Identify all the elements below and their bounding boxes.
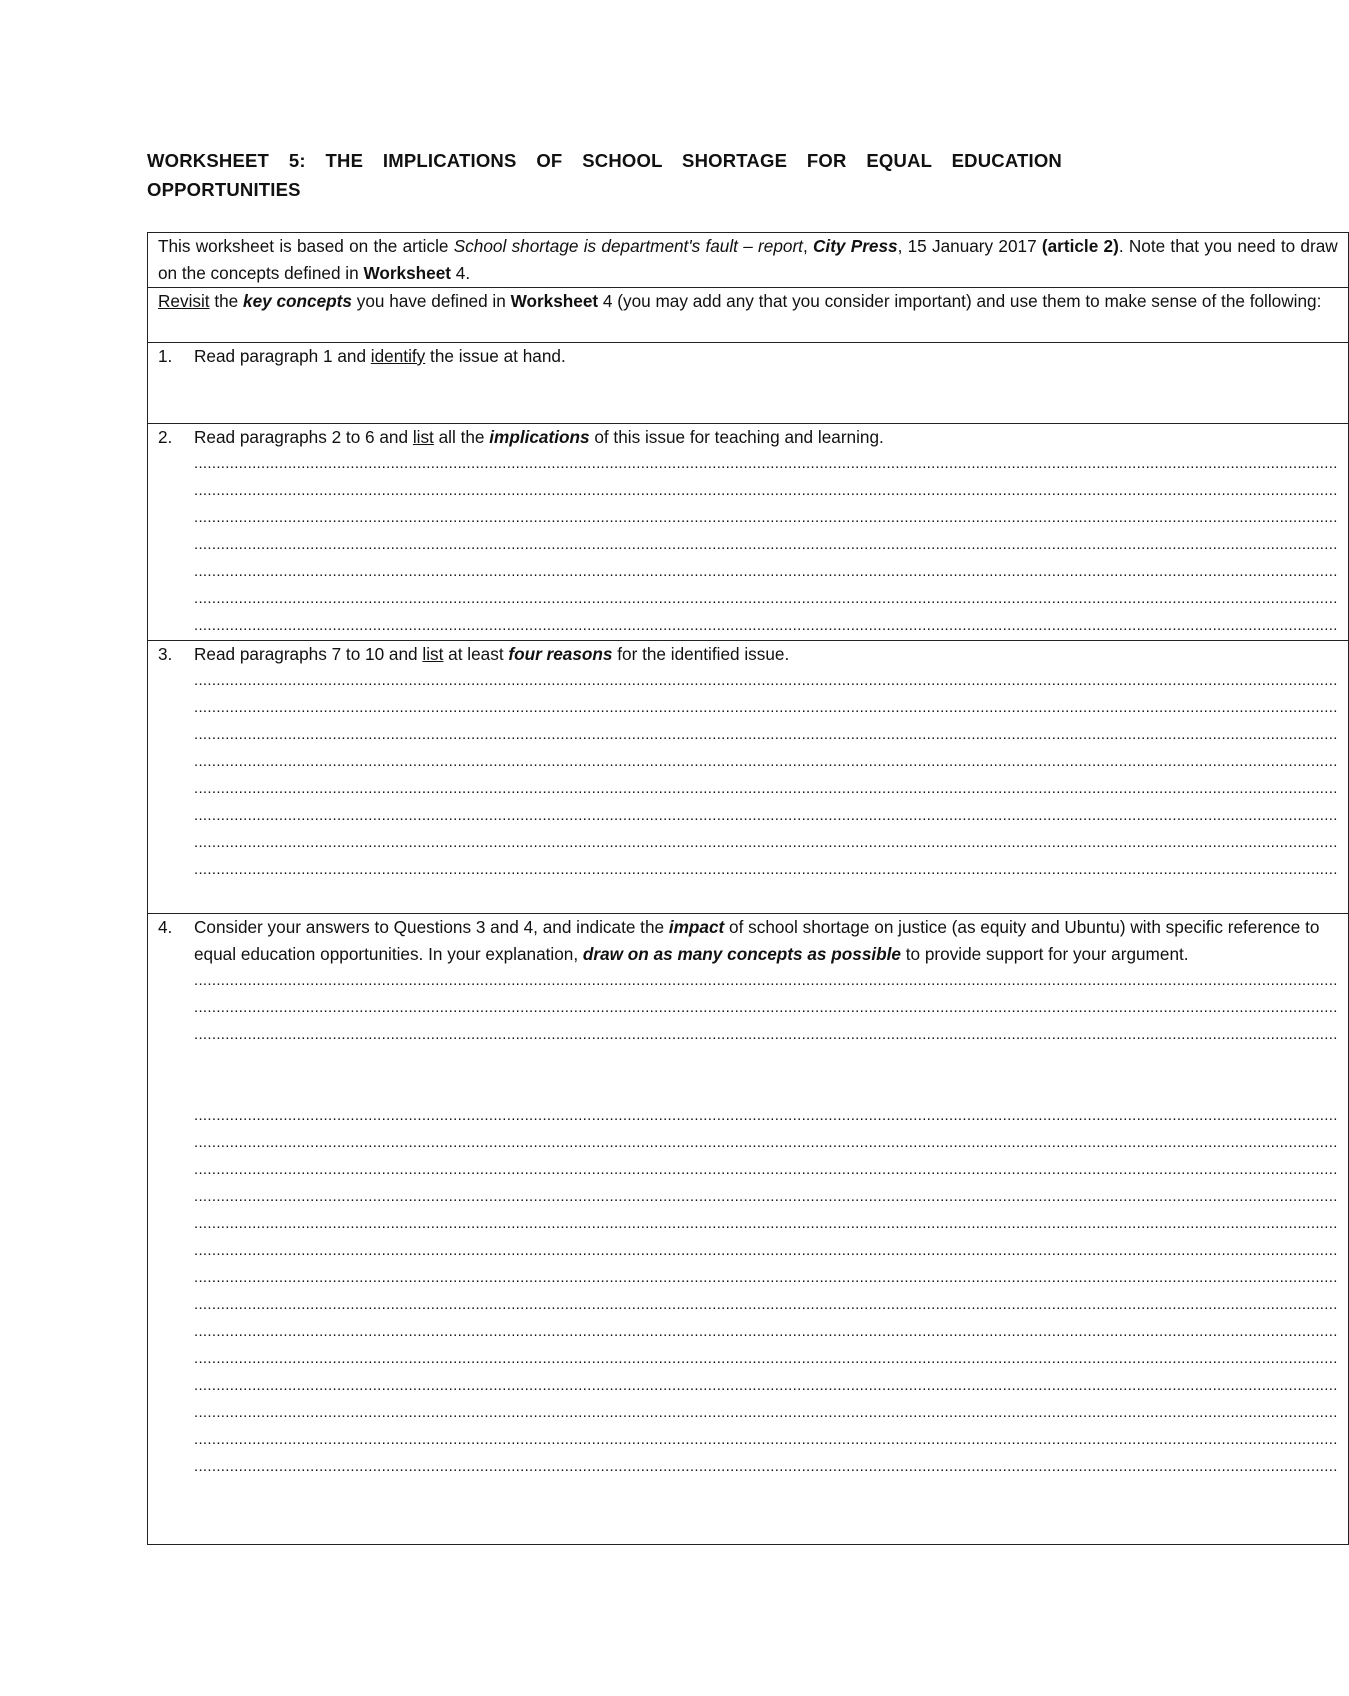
question-1 xyxy=(158,343,1338,370)
q-text: all the xyxy=(433,427,490,447)
question-3 xyxy=(158,641,1338,884)
intro-text: . Note that you need to draw on the concepts defined in xyxy=(158,236,1338,283)
answer-line[interactable]: ................................................................................................................................................................................................................................................................ xyxy=(194,617,1338,634)
q-text: at least xyxy=(443,644,509,664)
question-number: 4. xyxy=(158,917,173,937)
key-concepts-emphasis: key concepts xyxy=(243,291,352,311)
answer-line[interactable]: ................................................................................................................................................................................................................................................................ xyxy=(194,999,1338,1016)
question-text xyxy=(194,914,1338,1481)
answer-line[interactable]: ................................................................................................................................................................................................................................................................ xyxy=(194,780,1338,797)
question-4-row xyxy=(148,914,1349,1545)
instruction-cell xyxy=(148,288,1349,343)
question-3-cell xyxy=(148,641,1349,914)
q-text: the issue at hand. xyxy=(425,346,566,366)
intro-text: , 15 January 2017 xyxy=(897,236,1042,256)
answer-line[interactable]: ................................................................................................................................................................................................................................................................ xyxy=(194,1458,1338,1475)
question-4-cell xyxy=(148,914,1349,1545)
question-4 xyxy=(158,914,1338,1481)
answer-line[interactable]: ................................................................................................................................................................................................................................................................ xyxy=(194,563,1338,580)
answer-line[interactable]: ................................................................................................................................................................................................................................................................ xyxy=(194,1215,1338,1232)
instruction-text: the xyxy=(209,291,244,311)
intro-cell xyxy=(148,233,1349,288)
answer-line[interactable]: ................................................................................................................................................................................................................................................................ xyxy=(194,1161,1338,1178)
q-text: Consider your answers to Questions 3 and 4, and indicate the xyxy=(194,917,669,937)
answer-line[interactable]: ................................................................................................................................................................................................................................................................ xyxy=(194,807,1338,824)
q-text: of this issue for teaching and learning. xyxy=(589,427,884,447)
answer-line[interactable]: ................................................................................................................................................................................................................................................................ xyxy=(194,1107,1338,1124)
intro-text: 4. xyxy=(451,263,471,283)
answer-line[interactable]: ................................................................................................................................................................................................................................................................ xyxy=(194,455,1338,472)
q-text: for the identified issue. xyxy=(612,644,790,664)
q-emphasis: four reasons xyxy=(508,644,613,664)
answer-line[interactable]: ................................................................................................................................................................................................................................................................ xyxy=(194,1350,1338,1367)
question-2-row xyxy=(148,424,1349,641)
question-3-row xyxy=(148,641,1349,914)
answer-line[interactable]: ................................................................................................................................................................................................................................................................ xyxy=(194,1134,1338,1151)
q-verb: list xyxy=(412,427,434,447)
answer-line[interactable]: ................................................................................................................................................................................................................................................................ xyxy=(194,861,1338,878)
answer-line[interactable]: ................................................................................................................................................................................................................................................................ xyxy=(194,1026,1338,1043)
answer-line[interactable]: ................................................................................................................................................................................................................................................................ xyxy=(194,726,1338,743)
answer-line[interactable]: ................................................................................................................................................................................................................................................................ xyxy=(194,699,1338,716)
answer-line[interactable]: ................................................................................................................................................................................................................................................................ xyxy=(194,1242,1338,1259)
q-emphasis: impact xyxy=(668,917,725,937)
intro-row xyxy=(148,233,1349,288)
answer-line[interactable]: ................................................................................................................................................................................................................................................................ xyxy=(194,1323,1338,1340)
question-1-row xyxy=(148,343,1349,424)
answer-line[interactable]: ................................................................................................................................................................................................................................................................ xyxy=(194,834,1338,851)
answer-line[interactable]: ................................................................................................................................................................................................................................................................ xyxy=(194,1431,1338,1448)
q-verb: list xyxy=(422,644,444,664)
article-title: School shortage is department's fault – report xyxy=(453,236,803,256)
q-emphasis: implications xyxy=(489,427,590,447)
question-2 xyxy=(158,424,1338,640)
instruction-text: 4 (you may add any that you consider important) and use them to make sense of the following: xyxy=(598,291,1322,311)
q-text: Read paragraphs 7 to 10 and xyxy=(194,644,423,664)
q-text: to provide support for your argument. xyxy=(900,944,1189,964)
q-text: Read paragraph 1 and xyxy=(194,346,371,366)
worksheet-ref: Worksheet xyxy=(510,291,599,311)
q-text: of school shortage on justice (as equity and Ubuntu) with specific reference to equal education opportunities. In your explanation, xyxy=(194,917,1320,964)
worksheet-title: WORKSHEET 5: THE IMPLICATIONS OF SCHOOL SHORTAGE FOR EQUAL EDUCATION OPPORTUNITIES xyxy=(147,150,1062,200)
article-ref: (article 2) xyxy=(1041,236,1119,256)
revisit-word: Revisit xyxy=(158,291,210,311)
worksheet-table xyxy=(147,232,1349,1545)
question-text xyxy=(194,343,1338,370)
question-number: 1. xyxy=(158,346,173,366)
q-emphasis: draw on as many concepts as possible xyxy=(582,944,901,964)
answer-line[interactable]: ................................................................................................................................................................................................................................................................ xyxy=(194,590,1338,607)
answer-gap xyxy=(194,1049,1338,1103)
answer-line[interactable]: ................................................................................................................................................................................................................................................................ xyxy=(194,753,1338,770)
answer-line[interactable]: ................................................................................................................................................................................................................................................................ xyxy=(194,1296,1338,1313)
question-1-cell xyxy=(148,343,1349,424)
answer-line[interactable]: ................................................................................................................................................................................................................................................................ xyxy=(194,482,1338,499)
q-verb: identify xyxy=(370,346,426,366)
question-2-cell xyxy=(148,424,1349,641)
answer-line[interactable]: ................................................................................................................................................................................................................................................................ xyxy=(194,509,1338,526)
answer-line[interactable]: ................................................................................................................................................................................................................................................................ xyxy=(194,1188,1338,1205)
instruction-row xyxy=(148,288,1349,343)
instruction-text: you have defined in xyxy=(351,291,511,311)
question-text xyxy=(194,641,1338,884)
worksheet-ref: Worksheet xyxy=(363,263,452,283)
answer-line[interactable]: ................................................................................................................................................................................................................................................................ xyxy=(194,672,1338,689)
answer-line[interactable]: ................................................................................................................................................................................................................................................................ xyxy=(194,1404,1338,1421)
q-text: Read paragraphs 2 to 6 and xyxy=(194,427,413,447)
question-number: 3. xyxy=(158,644,173,664)
answer-line[interactable]: ................................................................................................................................................................................................................................................................ xyxy=(194,536,1338,553)
intro-text: , xyxy=(802,236,813,256)
question-number: 2. xyxy=(158,427,173,447)
publication-name: City Press xyxy=(813,236,898,256)
answer-line[interactable]: ................................................................................................................................................................................................................................................................ xyxy=(194,972,1338,989)
answer-line[interactable]: ................................................................................................................................................................................................................................................................ xyxy=(194,1377,1338,1394)
answer-line[interactable]: ................................................................................................................................................................................................................................................................ xyxy=(194,1269,1338,1286)
question-text xyxy=(194,424,1338,640)
intro-text: This worksheet is based on the article xyxy=(158,236,454,256)
